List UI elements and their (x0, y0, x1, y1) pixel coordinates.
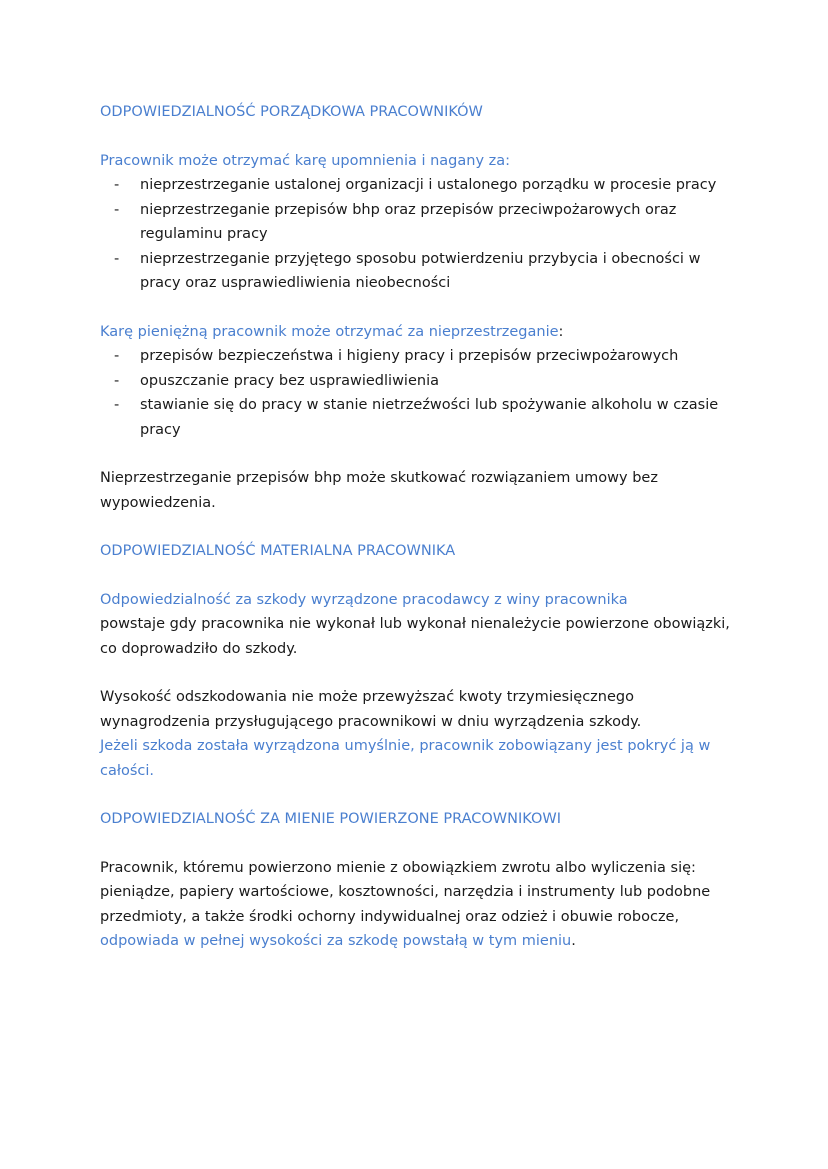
list-item (100, 247, 740, 296)
dash-marker: - (114, 250, 120, 267)
intro-fine-text: Karę pieniężną pracownik może otrzymać za nieprzestrzeganie (100, 323, 559, 340)
intro-fine-colon: : (558, 323, 564, 340)
intro-fine (100, 320, 740, 345)
subheading-damages: Odpowiedzialność za szkody wyrządzone pracodawcy z winy pracownika (100, 591, 628, 608)
list-item (100, 173, 740, 198)
list-item (100, 344, 740, 369)
compensation-limit: Wysokość odszkodowania nie może przewyższać kwoty trzymiesięcznego wynagrodzenia przysługującego pracownikowi w dniu wyrządzenia szkody. (100, 689, 642, 730)
intentional-damage: Jeżeli szkoda została wyrządzona umyślnie, pracownik zobowiązany jest pokryć ją w całości. (100, 738, 711, 779)
list-item-text: nieprzestrzeganie przepisów bhp oraz przepisów przeciwpożarowych oraz regulaminu pracy (140, 201, 677, 242)
dash-marker: - (114, 397, 120, 413)
intro-reprimand: Pracownik może otrzymać karę upomnienia i nagany za: (100, 152, 511, 169)
heading-materialna: ODPOWIEDZIALNOŚĆ MATERIALNA PRACOWNIKA (100, 543, 456, 559)
dash-marker: - (114, 348, 120, 364)
document-page (100, 100, 740, 954)
list-item (100, 369, 740, 394)
heading-porzadkowa: ODPOWIEDZIALNOŚĆ PORZĄDKOWA PRACOWNIKÓW (100, 104, 483, 120)
fine-list (100, 344, 740, 442)
list-item-text: stawianie się do pracy w stanie nietrzeźwości lub spożywanie alkoholu w czasie pracy (140, 397, 719, 438)
entrusted-property-liability: odpowiada w pełnej wysokości za szkodę powstałą w tym mieniu (100, 933, 572, 949)
damages-description: powstaje gdy pracownika nie wykonał lub wykonał nienależycie powierzone obowiązki, co doprowadziło do szkody. (100, 616, 730, 657)
list-item-text: przepisów bezpieczeństwa i higieny pracy i przepisów przeciwpożarowych (140, 348, 679, 364)
entrusted-property-text (100, 856, 740, 954)
reprimand-list (100, 173, 740, 296)
dash-marker: - (114, 177, 120, 193)
list-item (100, 393, 740, 442)
entrusted-property-end: . (571, 933, 576, 949)
bhp-note: Nieprzestrzeganie przepisów bhp może skutkować rozwiązaniem umowy bez wypowiedzenia. (100, 470, 658, 511)
list-item-text: nieprzestrzeganie ustalonej organizacji i ustalonego porządku w procesie pracy (140, 177, 717, 193)
entrusted-property-main: Pracownik, któremu powierzono mienie z obowiązkiem zwrotu albo wyliczenia się: pieniądze, papiery wartościowe, kosztowności, narzędzia i instrumenty lub podobne przedmioty, a także środki ochorny indywidualnej oraz odzież i obuwie robocze, (100, 859, 711, 925)
list-item-text: opuszczanie pracy bez usprawiedliwienia (140, 372, 439, 389)
heading-mienie: ODPOWIEDZIALNOŚĆ ZA MIENIE POWIERZONE PRACOWNIKOWI (100, 811, 561, 827)
list-item-text: nieprzestrzeganie przyjętego sposobu potwierdzeniu przybycia i obecności w pracy oraz usprawiedliwienia nieobecności (140, 250, 701, 291)
list-item (100, 198, 740, 247)
dash-marker: - (114, 201, 120, 218)
dash-marker: - (114, 372, 120, 389)
